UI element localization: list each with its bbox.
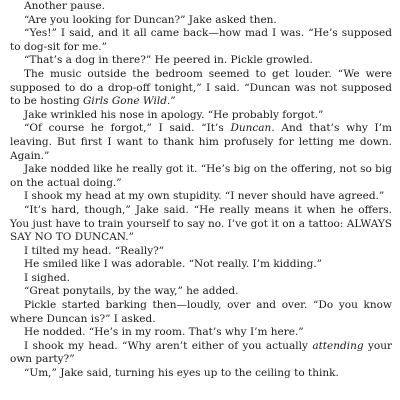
paragraph: “Great ponytails, by the way,” he added. [24, 285, 239, 298]
book-page [10, 0, 392, 381]
paragraph: Jake wrinkled his nose in apology. “He probably forgot.” [24, 108, 324, 121]
paragraph: “Of course he forgot,” I said. “It’s Duncan. And that’s why I’m leaving. But first I want to thank him profusely for letting me down. Again.” [10, 122, 392, 162]
paragraph: “Yes!” I said, and it all came back—how mad I was. “He’s supposed to dog-sit for me.” [10, 27, 392, 53]
paragraph: I shook my head. “Why aren’t either of you actually attending your own party?” [10, 339, 392, 366]
paragraph: I shook my head at my own stupidity. “I never should have agreed.” [24, 190, 385, 203]
paragraph: He smiled like I was adorable. “Not really. I’m kidding.” [24, 258, 323, 271]
paragraph: Jake nodded like he really got it. “He’s big on the offering, not so big on the actual doing.” [10, 163, 392, 189]
paragraph: Another pause. [24, 0, 105, 12]
paragraph: I tilted my head. “Really?” [24, 244, 165, 257]
paragraph: “Um,” Jake said, turning his eyes up to the ceiling to think. [24, 367, 339, 380]
paragraph: I sighed. [24, 271, 70, 284]
paragraph: The music outside the bedroom seemed to get louder. “We were supposed to do a drop-off tonight,” I said. “Duncan was not supposed to be hosting Girls Gone Wild.” [10, 67, 392, 108]
paragraph: “That’s a dog in there?” He peered in. Pickle growled. [24, 54, 313, 67]
paragraph: “Are you looking for Duncan?” Jake asked then. [24, 13, 277, 26]
paragraph: “It’s hard, though,” Jake said. “He really means it when he offers. You just have to train yourself to say no. I’ve got it on a tattoo: ALWAYS SAY NO TO DUNCAN.” [10, 203, 392, 244]
paragraph: He nodded. “He’s in my room. That’s why I’m here.” [24, 326, 304, 339]
paragraph: Pickle started barking then—loudly, over and over. “Do you know where Duncan is?” I asked. [10, 299, 392, 325]
